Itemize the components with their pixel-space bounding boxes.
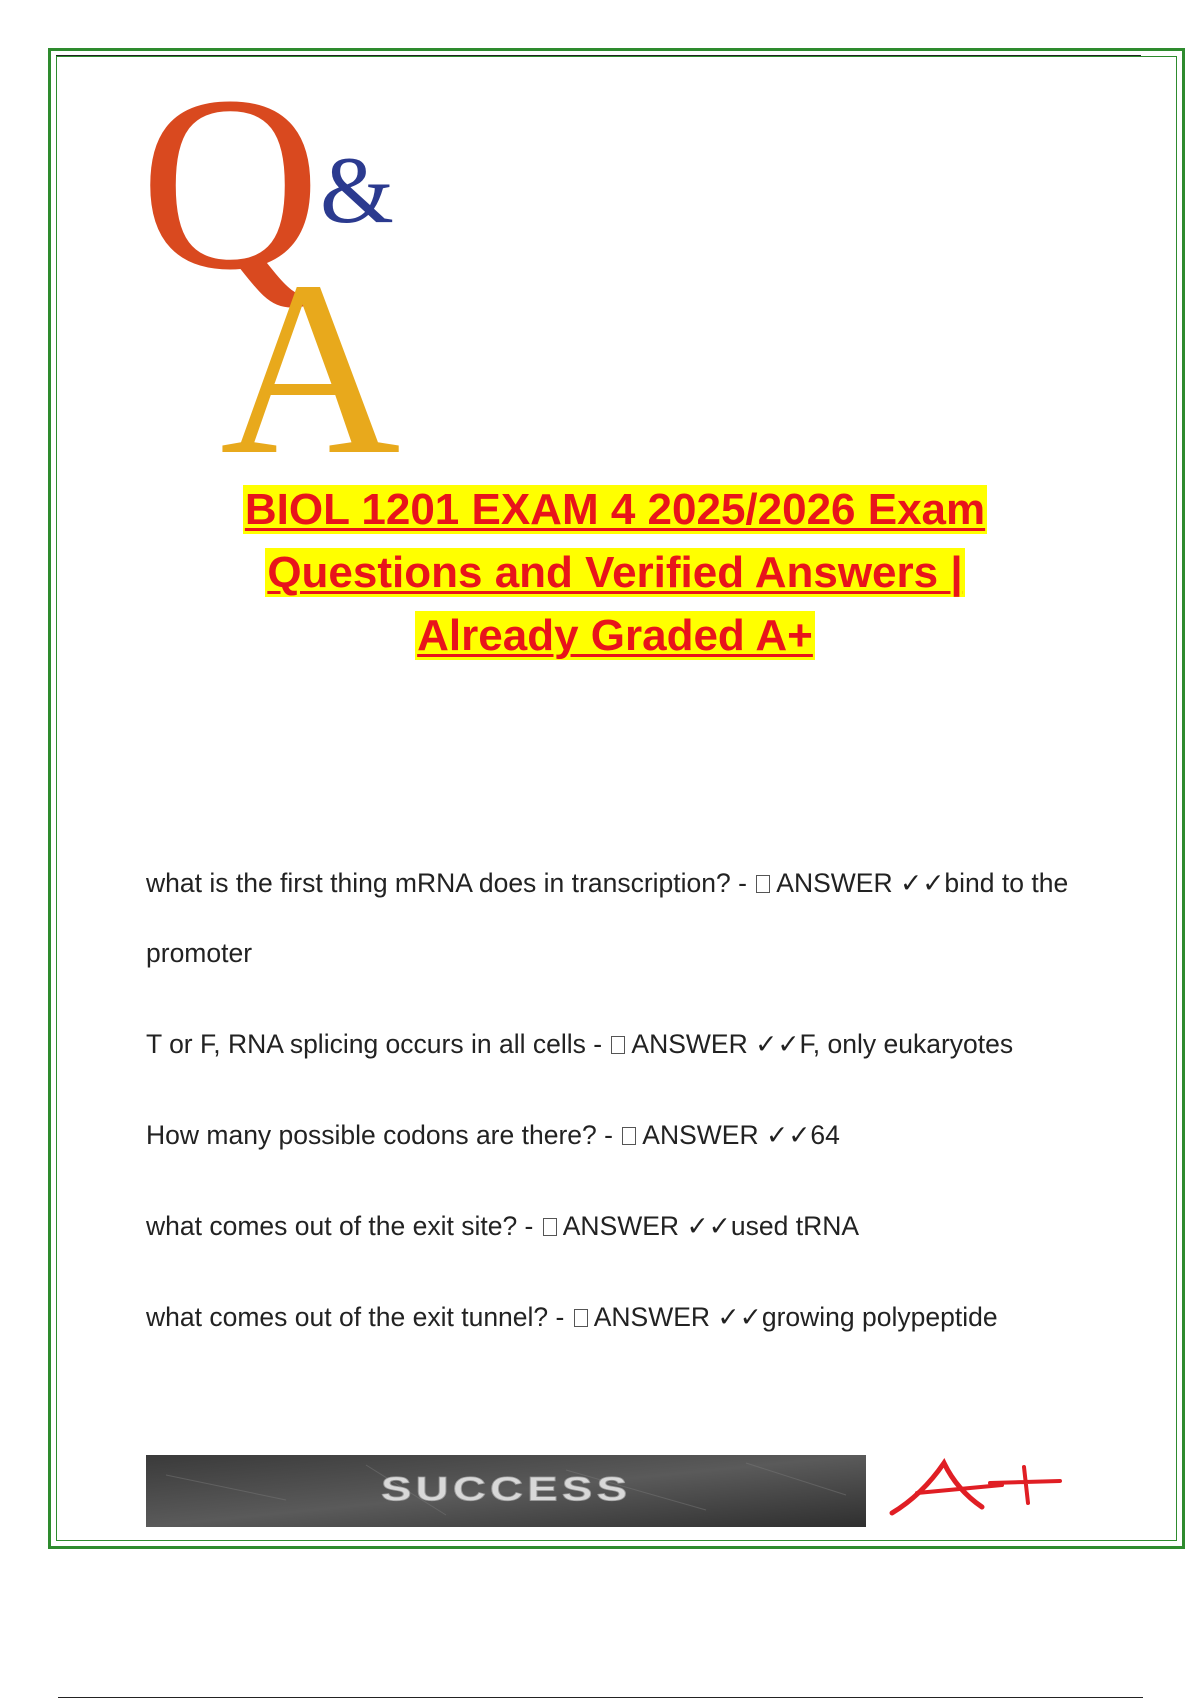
answer-label: ANSWER (776, 868, 893, 898)
answer-label: ANSWER (642, 1120, 759, 1150)
answer-text: 64 (810, 1120, 840, 1150)
title-line-2: Questions and Verified Answers | (267, 548, 963, 597)
answer-text: growing polypeptide (761, 1302, 998, 1332)
title-line-3: Already Graded A+ (417, 611, 813, 660)
logo-a-letter: A (220, 230, 401, 472)
success-banner (146, 1455, 866, 1527)
check-icon: ✓✓ (755, 1029, 800, 1059)
missing-glyph-icon (622, 1127, 636, 1145)
answer-label: ANSWER (562, 1211, 680, 1241)
qa-item (146, 1191, 1106, 1261)
qa-item (146, 848, 1106, 988)
question-text: what comes out of the exit tunnel? - (146, 1302, 572, 1332)
answer-text: used tRNA (730, 1211, 860, 1241)
top-rule (56, 55, 1141, 56)
missing-glyph-icon (756, 875, 770, 893)
check-icon: ✓✓ (717, 1302, 762, 1332)
missing-glyph-icon (543, 1218, 557, 1236)
question-text: what is the first thing mRNA does in transcription? - (146, 868, 755, 898)
grade-a-plus-icon (882, 1455, 1072, 1525)
title-line-1: BIOL 1201 EXAM 4 2025/2026 Exam (244, 485, 986, 534)
qa-item (146, 1009, 1106, 1079)
qa-item (146, 1282, 1106, 1352)
qa-list (146, 848, 1106, 1352)
document-title (150, 478, 1080, 667)
qa-item (146, 1100, 1106, 1170)
missing-glyph-icon (611, 1036, 625, 1054)
check-icon: ✓✓ (900, 868, 945, 898)
question-text: How many possible codons are there? - (146, 1120, 621, 1150)
answer-label: ANSWER (631, 1029, 748, 1059)
check-icon: ✓✓ (686, 1211, 731, 1241)
answer-text: bind to the promoter (146, 868, 1069, 968)
question-text: what comes out of the exit site? - (146, 1211, 541, 1241)
answer-label: ANSWER (593, 1302, 711, 1332)
logo-ampersand: & (320, 137, 394, 243)
logo-q-letter: Q (140, 72, 321, 322)
success-text: SUCCESS (380, 1469, 632, 1509)
bottom-rule (58, 1697, 1143, 1698)
answer-text: F, only eukaryotes (799, 1029, 1014, 1059)
missing-glyph-icon (574, 1309, 588, 1327)
check-icon: ✓✓ (766, 1120, 811, 1150)
question-text: T or F, RNA splicing occurs in all cells - (146, 1029, 610, 1059)
qa-logo (140, 72, 460, 472)
